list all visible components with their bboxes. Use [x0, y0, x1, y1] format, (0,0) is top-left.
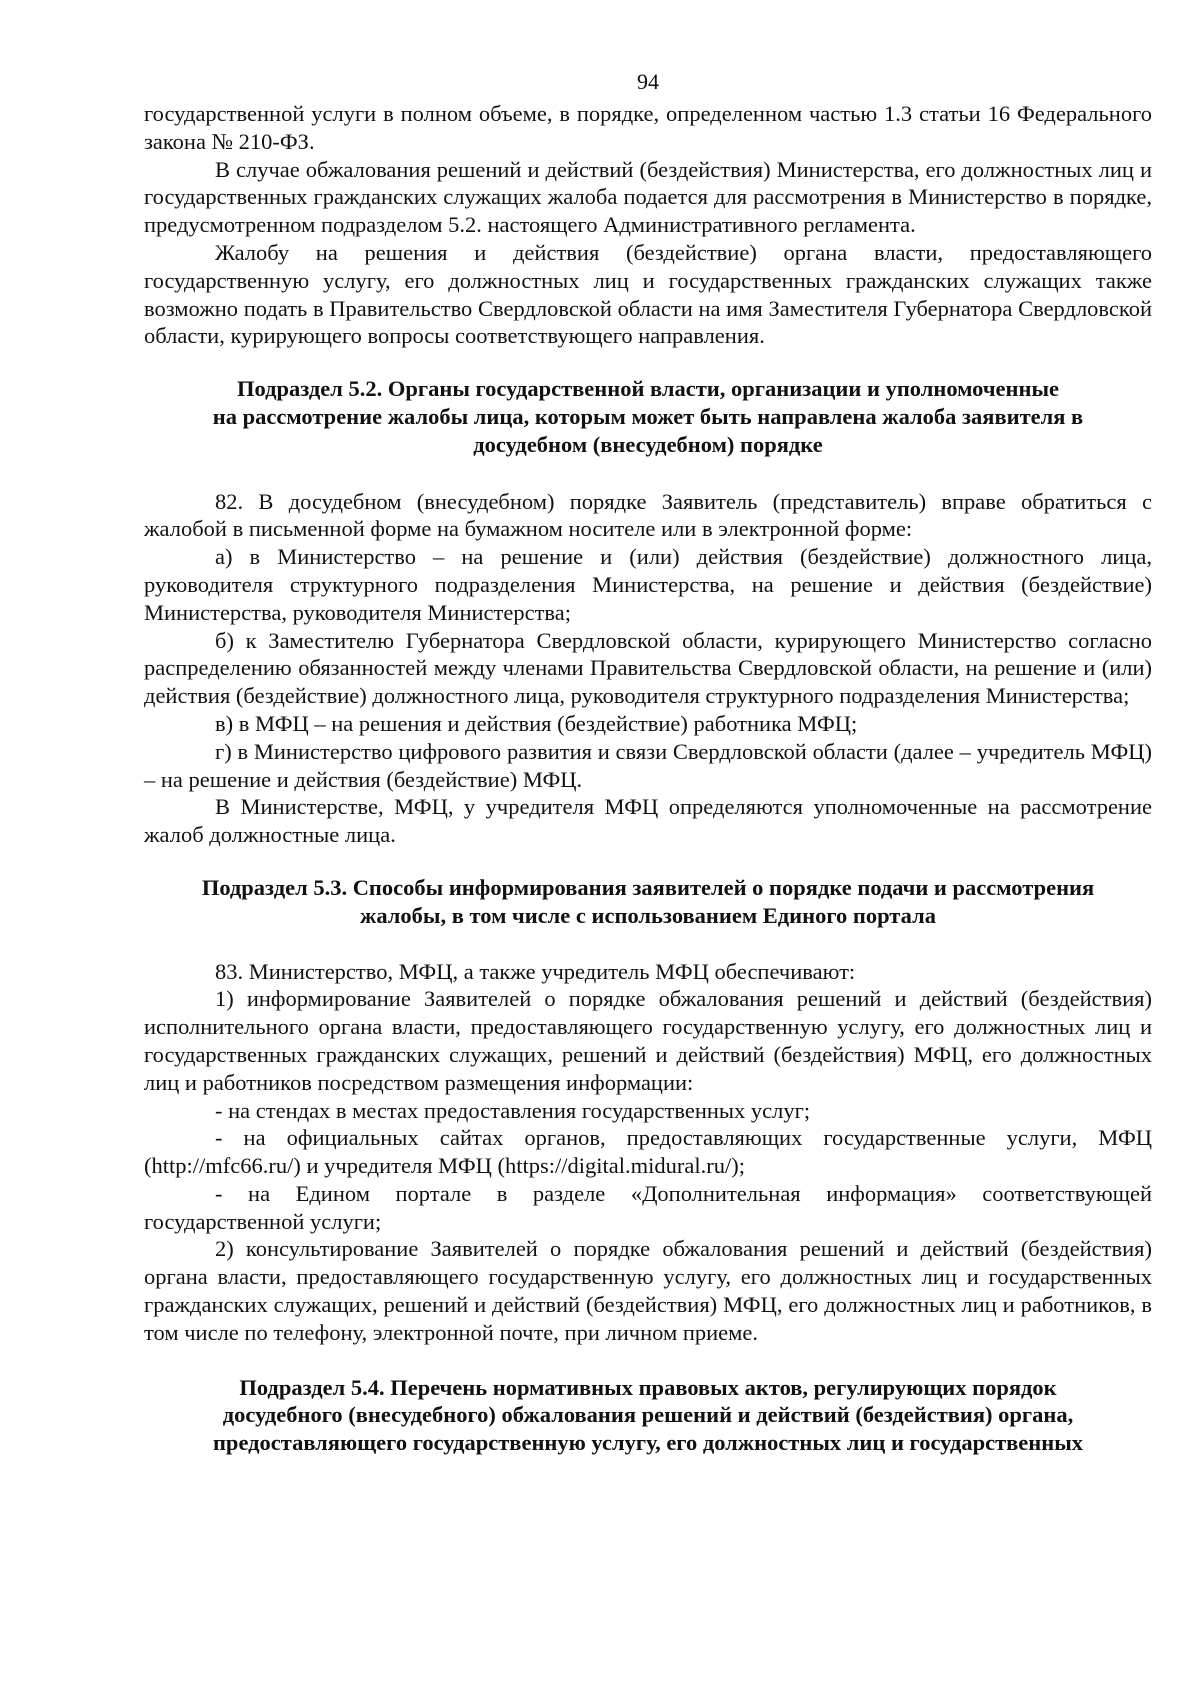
heading-line: предоставляющего государственную услугу, его должностных лиц и государственных: [212, 1430, 1084, 1456]
list-item-v: в) в МФЦ – на решения и действия (бездействие) работника МФЦ;: [215, 710, 858, 736]
heading-line: на рассмотрение жалобы лица, которым может быть направлена жалоба заявителя в: [212, 403, 1084, 429]
list-item-g: г) в Министерство цифрового развития и связи Свердловской области (далее – учредитель МФЦ) – на решение и действия (бездействие) МФЦ.: [144, 738, 1152, 792]
section-heading-5-2: [144, 375, 1152, 458]
heading-line: Подраздел 5.4. Перечень нормативных правовых актов, регулирующих порядок: [239, 1374, 1057, 1400]
paragraph-authorized-officials: В Министерстве, МФЦ, у учредителя МФЦ определяются уполномоченные на рассмотрение жалоб должностные лица.: [144, 794, 1152, 848]
heading-line: досудебного (внесудебного) обжалования решений и действий (бездействия) органа,: [222, 1402, 1074, 1428]
list-item-b: б) к Заместителю Губернатора Свердловской области, курирующего Министерство согласно распределению обязанностей между членами Правительства Свердловской области, на решение и (или) действия (бездействие) должностного лица, руководителя структурного подразделения Министерства;: [144, 627, 1152, 709]
list-item-a: а) в Министерство – на решение и (или) действия (бездействие) должностного лица, руководителя структурного подразделения Министерства, на решение и действия (бездействие) Министерства, руководителя Министерства;: [144, 544, 1152, 625]
page-number: 94: [637, 69, 659, 94]
paragraph-appeal-government: Жалобу на решения и действия (бездействие) органа власти, предоставляющего государственную услугу, его должностных лиц и государственных гражданских служащих также возможно подать в Правительство Свердловской области на имя Заместителя Губернатора Свердловской области, курирующего вопросы соответствующего направления.: [144, 239, 1152, 349]
list-item-1: 1) информирование Заявителей о порядке обжалования решений и действий (бездействия) исполнительного органа власти, предоставляющего государственную услугу, его должностных лиц и государственных гражданских служащих, решений и действий (бездействия) МФЦ, его должностных лиц и работников посредством размещения информации:: [144, 986, 1152, 1095]
paragraph-appeal-ministry: В случае обжалования решений и действий (бездействия) Министерства, его должностных лиц и государственных гражданских служащих жалоба подается для рассмотрения в Министерство в порядке, предусмотренном подразделом 5.2. настоящего Административного регламента.: [144, 156, 1152, 238]
heading-line: досудебном (внесудебном) порядке: [473, 431, 823, 457]
list-item-2: 2) консультирование Заявителей о порядке обжалования решений и действий (бездействия) органа власти, предоставляющего государственную услугу, его должностных лиц и государственных гражданских служащих, решений и действий (бездействия) МФЦ, его должностных лиц и работников, в том числе по телефону, электронной почте, при личном приеме.: [144, 1236, 1152, 1345]
paragraph-83: 83. Министерство, МФЦ, а также учредитель МФЦ обеспечивают:: [215, 958, 856, 984]
paragraph-82: 82. В досудебном (внесудебном) порядке Заявитель (представитель) вправе обратиться с жалобой в письменной форме на бумажном носителе или в электронной форме:: [144, 488, 1152, 542]
section-heading-5-4: [144, 1374, 1152, 1457]
heading-line: Подраздел 5.2. Органы государственной власти, организации и уполномоченные: [237, 376, 1059, 402]
heading-line: жалобы, в том числе с использованием Единого портала: [360, 902, 936, 928]
bullet-stands: - на стендах в местах предоставления государственных услуг;: [215, 1097, 811, 1123]
bullet-unified-portal: - на Едином портале в разделе «Дополнительная информация» соответствующей государственной услуги;: [144, 1180, 1152, 1234]
bullet-websites: - на официальных сайтах органов, предоставляющих государственные услуги, МФЦ (http://mfc66.ru/) и учредителя МФЦ (https://digital.midural.ru/);: [144, 1125, 1152, 1179]
paragraph-continuation: государственной услуги в полном объеме, в порядке, определенном частью 1.3 статьи 16 Федерального закона № 210-ФЗ.: [144, 101, 1152, 154]
heading-line: Подраздел 5.3. Способы информирования заявителей о порядке подачи и рассмотрения: [201, 874, 1095, 900]
section-heading-5-3: [144, 874, 1152, 930]
document-page: [144, 68, 1152, 1457]
